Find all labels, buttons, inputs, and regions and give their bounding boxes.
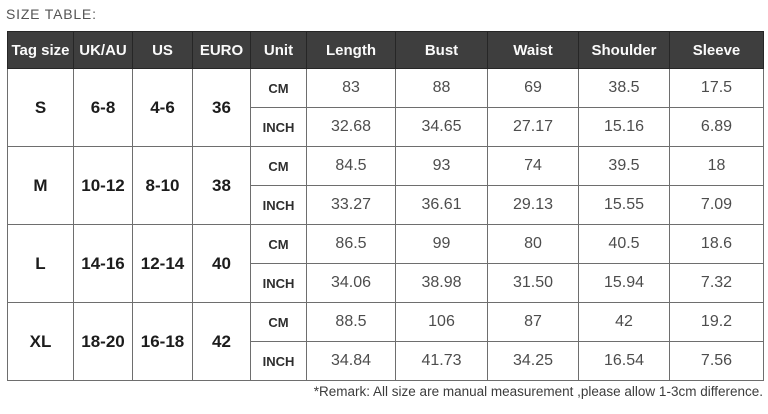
us-cell: 16-18 [133, 303, 193, 381]
unit-cell: INCH [251, 186, 307, 225]
waist-cell: 87 [488, 303, 579, 342]
col-header-shoulder: Shoulder [579, 32, 670, 69]
waist-cell: 34.25 [488, 342, 579, 381]
shoulder-cell: 15.16 [579, 108, 670, 147]
waist-cell: 31.50 [488, 264, 579, 303]
size-tag-cell: M [8, 147, 74, 225]
length-cell: 33.27 [307, 186, 396, 225]
size-tag-cell: S [8, 69, 74, 147]
col-header-bust: Bust [396, 32, 488, 69]
length-cell: 34.06 [307, 264, 396, 303]
euro-cell: 38 [193, 147, 251, 225]
table-row-l-cm [8, 225, 764, 264]
col-header-sleeve: Sleeve [670, 32, 764, 69]
sleeve-cell: 6.89 [670, 108, 764, 147]
sleeve-cell: 17.5 [670, 69, 764, 108]
length-cell: 86.5 [307, 225, 396, 264]
table-row-m-cm [8, 147, 764, 186]
length-cell: 84.5 [307, 147, 396, 186]
size-tag-cell: L [8, 225, 74, 303]
sleeve-cell: 19.2 [670, 303, 764, 342]
table-row-s-cm [8, 69, 764, 108]
shoulder-cell: 39.5 [579, 147, 670, 186]
waist-cell: 80 [488, 225, 579, 264]
col-header-euro: EURO [193, 32, 251, 69]
bust-cell: 106 [396, 303, 488, 342]
shoulder-cell: 40.5 [579, 225, 670, 264]
shoulder-cell: 15.55 [579, 186, 670, 225]
length-cell: 34.84 [307, 342, 396, 381]
bust-cell: 36.61 [396, 186, 488, 225]
length-cell: 88.5 [307, 303, 396, 342]
bust-cell: 34.65 [396, 108, 488, 147]
sleeve-cell: 7.56 [670, 342, 764, 381]
us-cell: 8-10 [133, 147, 193, 225]
shoulder-cell: 42 [579, 303, 670, 342]
col-header-us: US [133, 32, 193, 69]
col-header-unit: Unit [251, 32, 307, 69]
remark-note: *Remark: All size are manual measurement ,please allow 1-3cm difference. [313, 384, 763, 399]
unit-cell: CM [251, 147, 307, 186]
unit-cell: CM [251, 225, 307, 264]
bust-cell: 93 [396, 147, 488, 186]
col-header-length: Length [307, 32, 396, 69]
uk-au-cell: 6-8 [74, 69, 133, 147]
euro-cell: 40 [193, 225, 251, 303]
unit-cell: INCH [251, 108, 307, 147]
unit-cell: CM [251, 69, 307, 108]
size-table [7, 31, 764, 381]
us-cell: 12-14 [133, 225, 193, 303]
sleeve-cell: 18.6 [670, 225, 764, 264]
bust-cell: 41.73 [396, 342, 488, 381]
header-row [8, 32, 764, 69]
waist-cell: 29.13 [488, 186, 579, 225]
bust-cell: 38.98 [396, 264, 488, 303]
waist-cell: 27.17 [488, 108, 579, 147]
unit-cell: INCH [251, 342, 307, 381]
euro-cell: 36 [193, 69, 251, 147]
sleeve-cell: 7.32 [670, 264, 764, 303]
sleeve-cell: 7.09 [670, 186, 764, 225]
length-cell: 32.68 [307, 108, 396, 147]
bust-cell: 99 [396, 225, 488, 264]
table-row-xl-cm [8, 303, 764, 342]
uk-au-cell: 18-20 [74, 303, 133, 381]
sleeve-cell: 18 [670, 147, 764, 186]
col-header-uk-au: UK/AU [74, 32, 133, 69]
unit-cell: INCH [251, 264, 307, 303]
waist-cell: 74 [488, 147, 579, 186]
us-cell: 4-6 [133, 69, 193, 147]
bust-cell: 88 [396, 69, 488, 108]
page-title: SIZE TABLE: [6, 6, 97, 22]
shoulder-cell: 16.54 [579, 342, 670, 381]
uk-au-cell: 14-16 [74, 225, 133, 303]
unit-cell: CM [251, 303, 307, 342]
shoulder-cell: 38.5 [579, 69, 670, 108]
col-header-waist: Waist [488, 32, 579, 69]
uk-au-cell: 10-12 [74, 147, 133, 225]
waist-cell: 69 [488, 69, 579, 108]
col-header-tag-size: Tag size [8, 32, 74, 69]
euro-cell: 42 [193, 303, 251, 381]
size-tag-cell: XL [8, 303, 74, 381]
shoulder-cell: 15.94 [579, 264, 670, 303]
length-cell: 83 [307, 69, 396, 108]
